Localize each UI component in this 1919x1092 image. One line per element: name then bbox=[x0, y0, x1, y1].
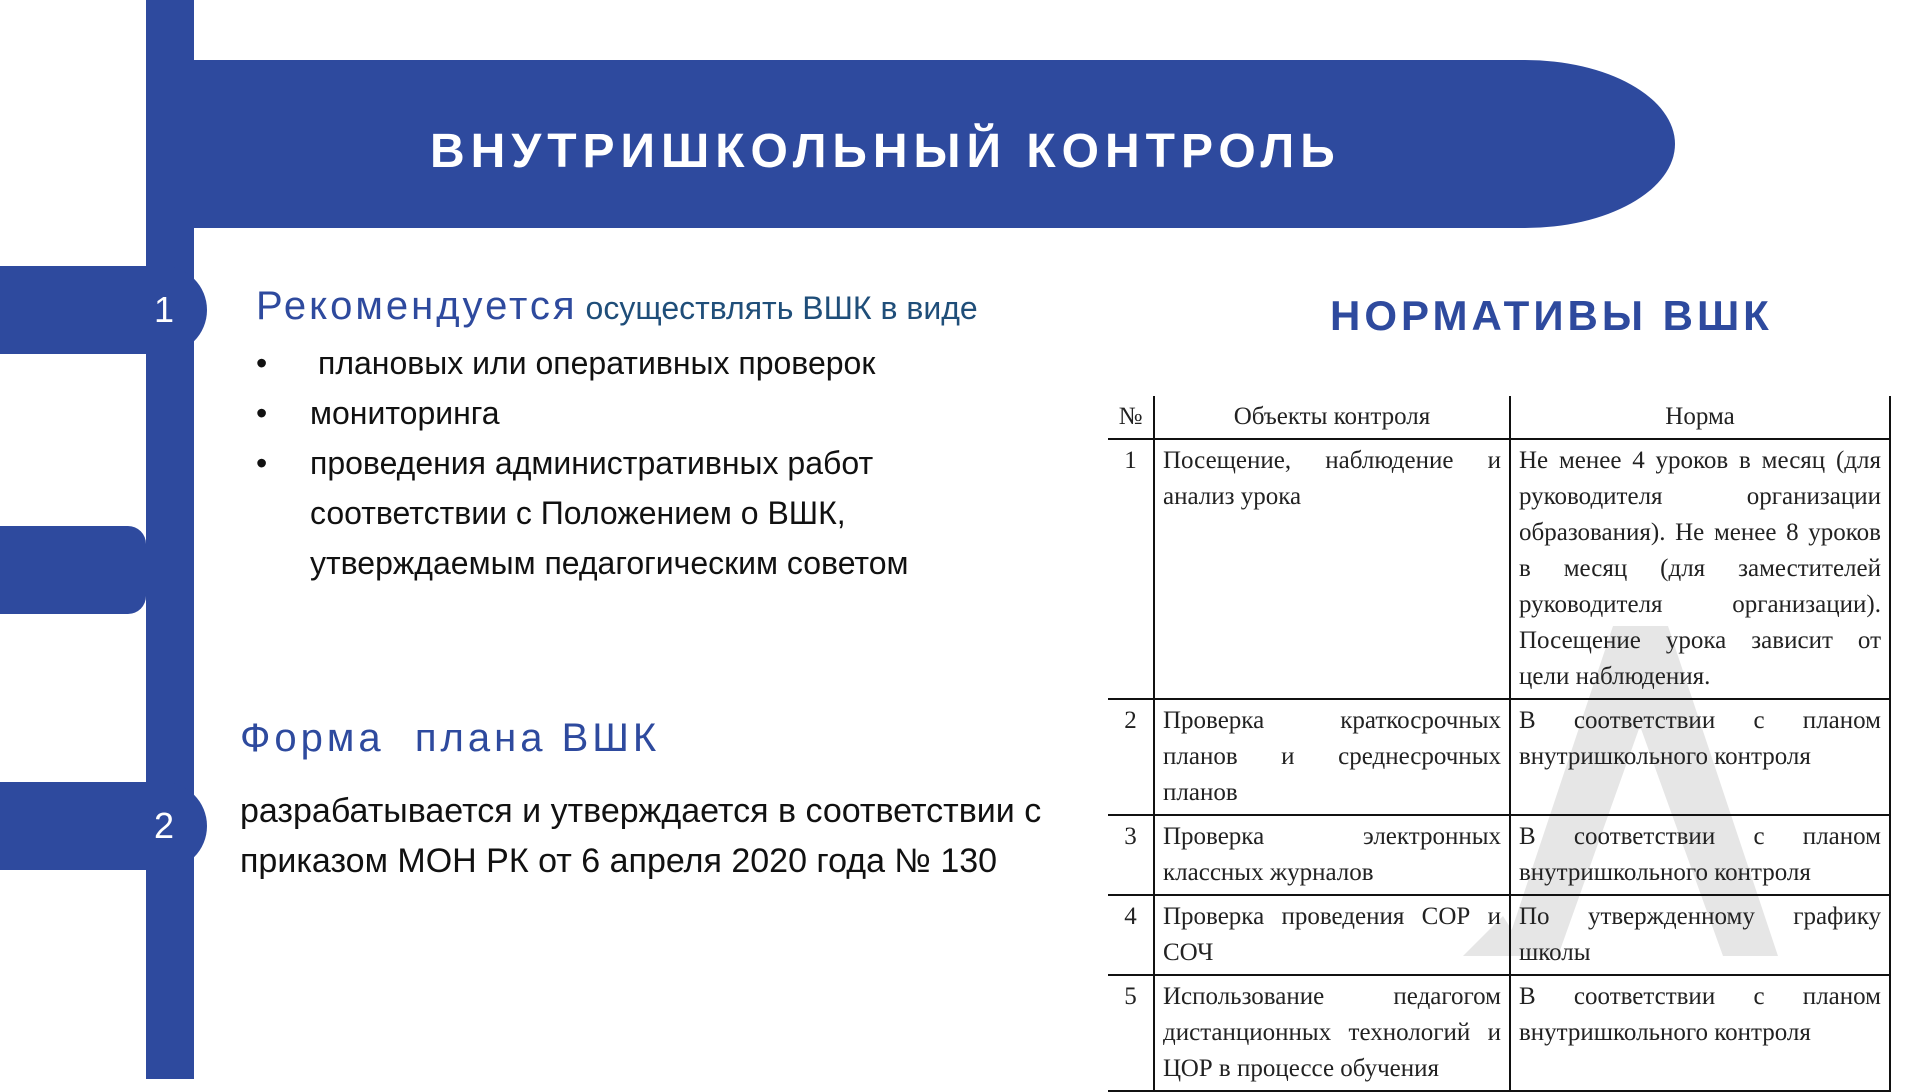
row-object: Посещение, наблюдение и анализ урока bbox=[1154, 439, 1510, 699]
row-number: 1 bbox=[1108, 439, 1154, 699]
row-norm: В соответствии с планом внутришкольного контроля bbox=[1510, 815, 1890, 895]
normatives-title: НОРМАТИВЫ ВШК bbox=[1330, 292, 1773, 339]
normatives-table bbox=[1108, 396, 1891, 1092]
section-1-heading-main: Рекомендуется bbox=[256, 284, 578, 328]
section-2-tab bbox=[0, 782, 207, 870]
header-norm: Норма bbox=[1510, 396, 1890, 439]
row-number: 2 bbox=[1108, 699, 1154, 815]
table-row bbox=[1108, 975, 1890, 1091]
section-1-heading-rest: осуществлять ВШК в виде bbox=[585, 290, 978, 326]
row-norm: В соответствии с планом внутришкольного контроля bbox=[1510, 975, 1890, 1091]
header-objects: Объекты контроля bbox=[1154, 396, 1510, 439]
row-norm: Не менее 4 уроков в месяц (для руководителя организации образования). Не менее 8 уроков в месяц (для заместителей руководителя организации). Посещение урока зависит от цели наблюдения. bbox=[1510, 439, 1890, 699]
row-object: Проверка электронных классных журналов bbox=[1154, 815, 1510, 895]
row-norm: По утвержденному графику школы bbox=[1510, 895, 1890, 975]
section-1-tab bbox=[0, 266, 207, 354]
row-number: 5 bbox=[1108, 975, 1154, 1091]
table-row bbox=[1108, 439, 1890, 699]
bullet-item: • плановых или оперативных проверок bbox=[252, 338, 950, 388]
normatives-table-image bbox=[1108, 396, 1890, 1082]
row-object: Проверка проведения СОР и СОЧ bbox=[1154, 895, 1510, 975]
section-2-text: разрабатывается и утверждается в соответствии с приказом МОН РК от 6 апреля 2020 года № 130 bbox=[240, 792, 1042, 880]
table-row bbox=[1108, 815, 1890, 895]
section-1-bullet-list bbox=[252, 338, 950, 588]
row-norm: В соответствии с планом внутришкольного контроля bbox=[1510, 699, 1890, 815]
section-2-number: 2 bbox=[154, 805, 175, 846]
row-object: Использование педагогом дистанционных технологий и ЦОР в процессе обучения bbox=[1154, 975, 1510, 1091]
slide-title: ВНУТРИШКОЛЬНЫЙ КОНТРОЛЬ bbox=[430, 125, 1341, 178]
row-object: Проверка краткосрочных планов и среднесрочных планов bbox=[1154, 699, 1510, 815]
section-1-heading bbox=[256, 284, 978, 329]
bullet-item: • мониторинга bbox=[252, 388, 950, 438]
header-number: № bbox=[1108, 396, 1154, 439]
section-2-heading: Форма плана ВШК bbox=[240, 716, 661, 760]
table-header-row bbox=[1108, 396, 1890, 439]
table-row bbox=[1108, 699, 1890, 815]
section-1-number: 1 bbox=[154, 289, 175, 330]
table-row bbox=[1108, 895, 1890, 975]
decorative-tab bbox=[0, 526, 146, 614]
row-number: 4 bbox=[1108, 895, 1154, 975]
row-number: 3 bbox=[1108, 815, 1154, 895]
bullet-item: • проведения административных работ соответствии с Положением о ВШК, утверждаемым педагогическим советом bbox=[252, 438, 950, 588]
vertical-accent-bar bbox=[146, 0, 194, 1079]
